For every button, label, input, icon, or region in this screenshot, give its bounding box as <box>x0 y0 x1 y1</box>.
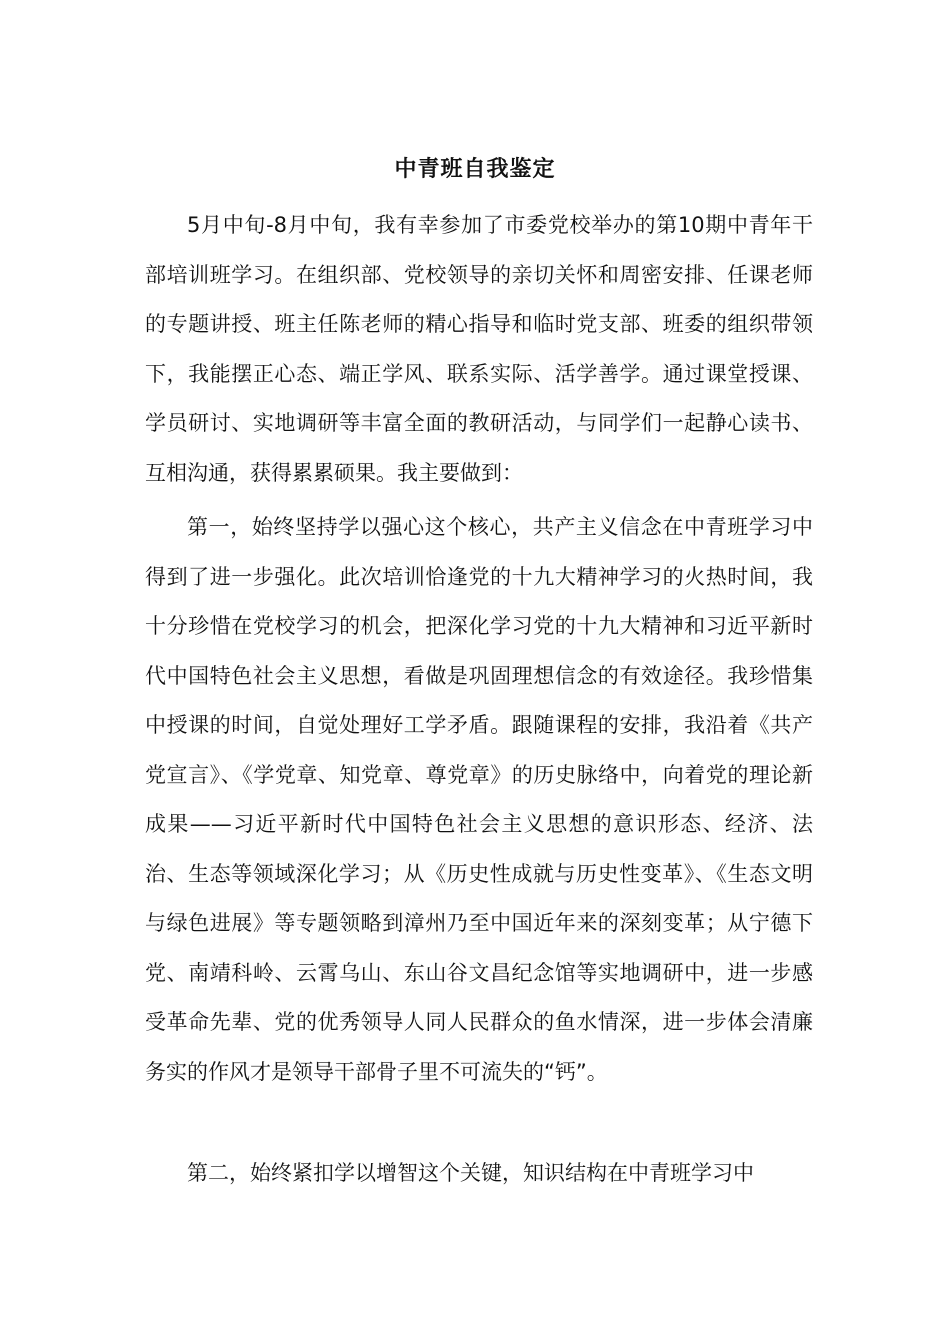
paragraph-text: 第一，始终坚持学以强心这个核心，共产主义信念在中青班学习中得到了进一步强化。此次培训恰逢党的十九大精神学习的火热时间，我十分珍惜在党校学习的机会，把深化学习党的十九大精神和习近平新时代中国特色社会主义思想，看做是巩固理想信念的有效途径。我珍惜集中授课的时间，自觉处理好工学矛盾。跟随课程的安排，我沿着《共产党宣言》、《学党章、知党章、尊党章》的历史脉络中，向着党的理论新成果——习近平新时代中国特色社会主义思想的意识形态、经济、法治、生态等领域深化学习；从《历史性成就与历史性变革》、《生态文明与绿色进展》等专题领略到漳州乃至中国近年来的深刻变革；从宁德下党、南靖科岭、云霄乌山、东山谷文昌纪念馆等实地调研中，进一步感受革命先辈、党的优秀领导人同人民群众的鱼水情深，进一步体会清廉务实的作风才是领导干部骨子里不可流失的“钙”。 <box>145 515 813 1084</box>
paragraph-text: 第二，始终紧扣学以增智这个关键，知识结构在中青班学习中 <box>187 1161 754 1185</box>
paragraph-intro <box>145 201 813 498</box>
document-title: 中青班自我鉴定 <box>394 157 556 182</box>
paragraph-second-point <box>145 1149 813 1199</box>
paragraph-text: 5月中旬-8月中旬，我有幸参加了市委党校举办的第10期中青年干部培训班学习。在组织部、党校领导的亲切关怀和周密安排、任课老师的专题讲授、班主任陈老师的精心指导和临时党支部、班委的组织带领下，我能摆正心态、端正学风、联系实际、活学善学。通过课堂授课、学员研讨、实地调研等丰富全面的教研活动，与同学们一起静心读书、互相沟通，获得累累硕果。我主要做到： <box>145 213 813 485</box>
paragraph-first-point <box>145 503 813 1097</box>
